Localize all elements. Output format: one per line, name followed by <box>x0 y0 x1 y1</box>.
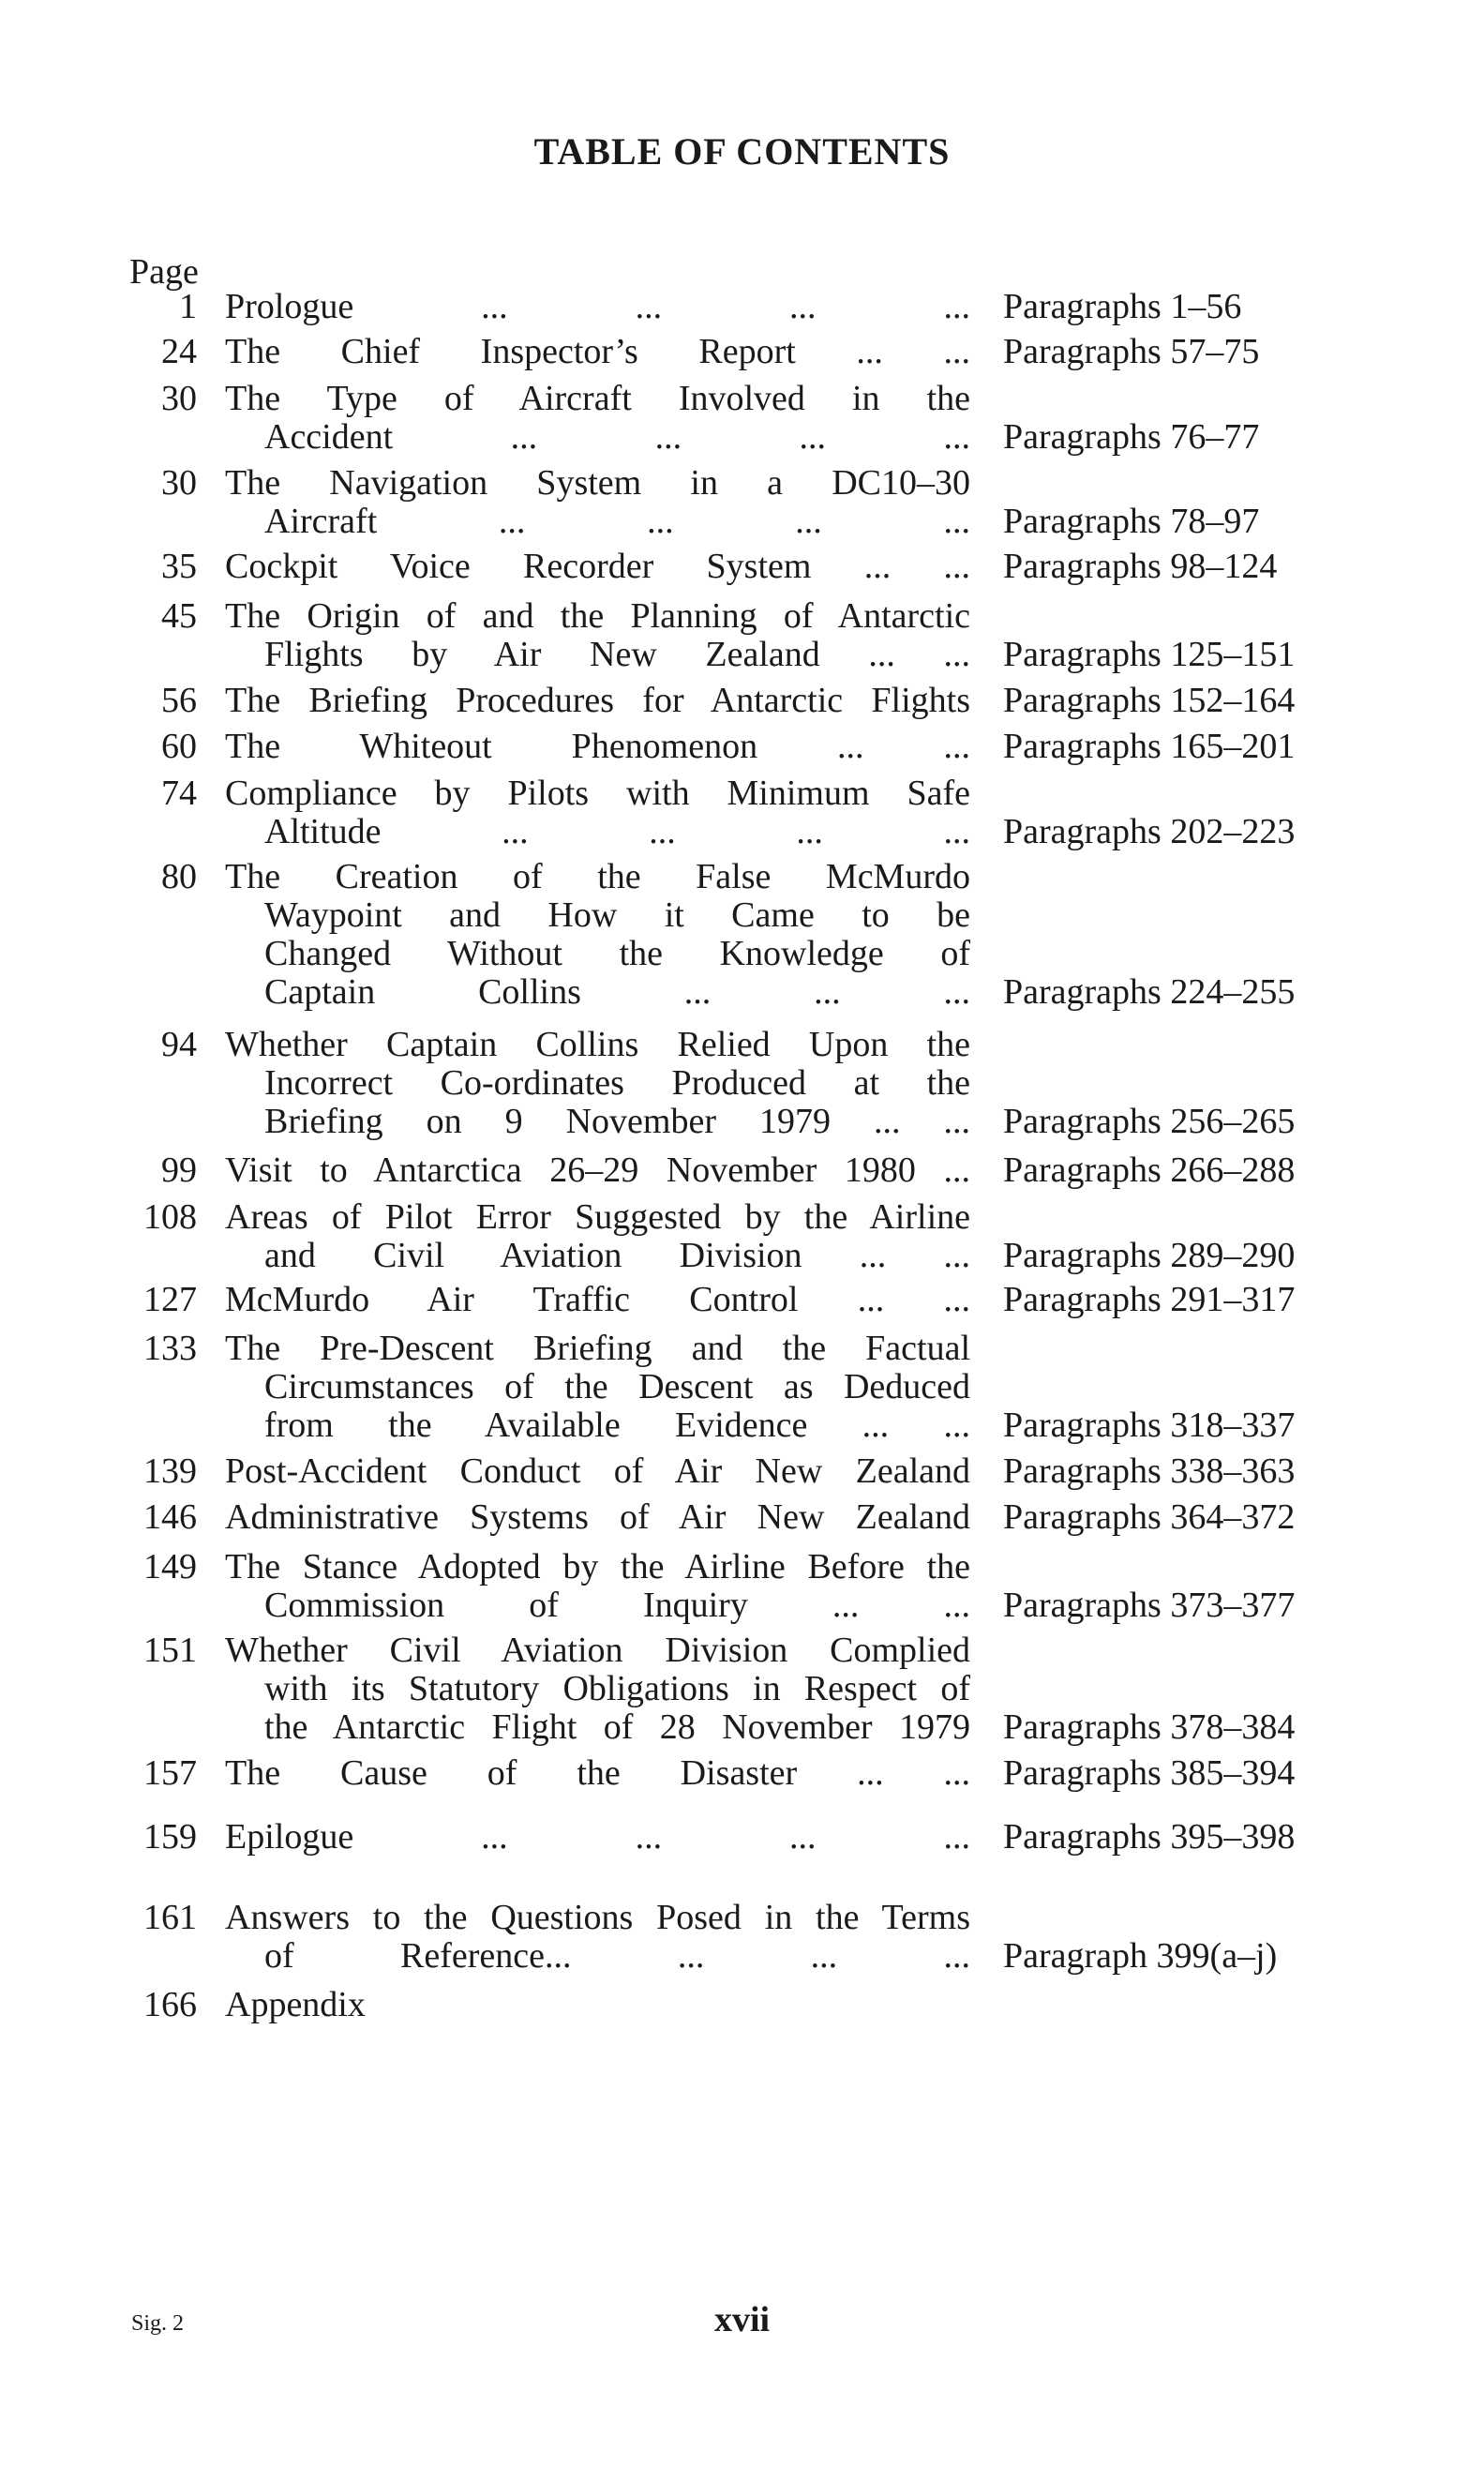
toc-entry-title <box>225 774 970 851</box>
toc-title-line: Circumstances of the Descent as Deduced <box>264 1368 970 1406</box>
toc-page-number: 166 <box>143 1985 197 2024</box>
toc-entry-title <box>225 1026 970 1141</box>
toc-paragraph-range: Paragraphs 78–97 <box>1003 502 1260 541</box>
toc-title-line: The Briefing Procedures for Antarctic Flights <box>225 682 970 720</box>
toc-paragraph-range: Paragraphs 202–223 <box>1003 812 1296 851</box>
toc-title-line: The Chief Inspector’s Report ... ... <box>225 333 970 371</box>
toc-title-line: The Creation of the False McMurdo <box>225 858 970 896</box>
toc-entry-title <box>225 1330 970 1445</box>
toc-paragraph-range: Paragraph 399(a–j) <box>1003 1936 1278 1976</box>
toc-paragraph-range: Paragraphs 338–363 <box>1003 1451 1296 1491</box>
toc-entry-title <box>225 728 970 766</box>
toc-title-line: Visit to Antarctica 26–29 November 1980 ... <box>225 1151 970 1190</box>
toc-title-line: Whether Civil Aviation Division Complied <box>225 1631 970 1670</box>
toc-paragraph-range: Paragraphs 152–164 <box>1003 681 1296 720</box>
toc-entry-title <box>225 1281 970 1319</box>
toc-page-number: 146 <box>143 1497 197 1537</box>
toc-title-line: from the Available Evidence ... ... <box>264 1406 970 1445</box>
toc-paragraph-range: Paragraphs 266–288 <box>1003 1150 1296 1190</box>
toc-entry-title <box>225 1151 970 1190</box>
toc-entry-title <box>225 464 970 541</box>
toc-paragraph-range: Paragraphs 256–265 <box>1003 1102 1296 1141</box>
toc-page-number: 30 <box>161 463 197 503</box>
toc-paragraph-range: Paragraphs 57–75 <box>1003 332 1260 371</box>
toc-entry-title <box>225 1818 970 1857</box>
toc-paragraph-range: Paragraphs 1–56 <box>1003 287 1242 326</box>
toc-page-number: 151 <box>143 1631 197 1670</box>
toc-title-line: The Origin of and the Planning of Antarctic <box>225 597 970 636</box>
toc-entry-title <box>225 380 970 457</box>
toc-title-line: Accident ... ... ... ... <box>264 418 970 457</box>
toc-page-number: 30 <box>161 379 197 418</box>
toc-title-line: Incorrect Co-ordinates Produced at the <box>264 1064 970 1103</box>
page-folio: xvii <box>713 2300 771 2339</box>
toc-title-line: Compliance by Pilots with Minimum Safe <box>225 774 970 813</box>
toc-title-line: Aircraft ... ... ... ... <box>264 503 970 541</box>
toc-title-line: Post-Accident Conduct of Air New Zealand <box>225 1452 970 1491</box>
toc-title-line: The Cause of the Disaster ... ... <box>225 1754 970 1793</box>
toc-page-number: 99 <box>161 1150 197 1190</box>
toc-page-number: 161 <box>143 1898 197 1937</box>
toc-paragraph-range: Paragraphs 98–124 <box>1003 547 1278 586</box>
toc-page-number: 133 <box>143 1329 197 1368</box>
toc-title-line: Appendix <box>225 1986 366 2024</box>
toc-title-line: and Civil Aviation Division ... ... <box>264 1237 970 1275</box>
toc-entry-title <box>225 1452 970 1491</box>
toc-page-number: 56 <box>161 681 197 720</box>
toc-entry-title <box>225 1548 970 1625</box>
toc-title-line: the Antarctic Flight of 28 November 1979 <box>264 1708 970 1747</box>
toc-entry-title <box>225 1986 970 2024</box>
toc-title-line: The Stance Adopted by the Airline Before the <box>225 1548 970 1586</box>
toc-paragraph-range: Paragraphs 378–384 <box>1003 1707 1296 1747</box>
toc-title-line: Commission of Inquiry ... ... <box>264 1586 970 1625</box>
toc-entry-title <box>225 682 970 720</box>
toc-page-number: 159 <box>143 1817 197 1857</box>
toc-page-number: 1 <box>179 287 197 326</box>
toc-title-line: McMurdo Air Traffic Control ... ... <box>225 1281 970 1319</box>
page-column-label: Page <box>129 252 199 292</box>
toc-title-line: Waypoint and How it Came to be <box>264 896 970 935</box>
toc-title-line: Answers to the Questions Posed in the Terms <box>225 1899 970 1937</box>
toc-paragraph-range: Paragraphs 364–372 <box>1003 1497 1296 1537</box>
toc-title-line: with its Statutory Obligations in Respect of <box>264 1670 970 1708</box>
toc-title-line: The Type of Aircraft Involved in the <box>225 380 970 418</box>
toc-entry-title <box>225 1498 970 1537</box>
toc-page-number: 35 <box>161 547 197 586</box>
page-title: TABLE OF CONTENTS <box>533 130 951 173</box>
toc-paragraph-range: Paragraphs 224–255 <box>1003 972 1296 1012</box>
toc-entry-title <box>225 288 970 326</box>
toc-title-line: The Pre-Descent Briefing and the Factual <box>225 1330 970 1368</box>
toc-entry-title <box>225 1631 970 1747</box>
toc-page-number: 74 <box>161 774 197 813</box>
toc-paragraph-range: Paragraphs 291–317 <box>1003 1280 1296 1319</box>
toc-title-line: Areas of Pilot Error Suggested by the Airline <box>225 1198 970 1237</box>
toc-paragraph-range: Paragraphs 395–398 <box>1003 1817 1296 1857</box>
toc-paragraph-range: Paragraphs 373–377 <box>1003 1586 1296 1625</box>
toc-title-line: Flights by Air New Zealand ... ... <box>264 636 970 674</box>
toc-title-line: The Navigation System in a DC10–30 <box>225 464 970 503</box>
toc-paragraph-range: Paragraphs 165–201 <box>1003 727 1296 766</box>
toc-paragraph-range: Paragraphs 125–151 <box>1003 635 1296 674</box>
toc-title-line: The Whiteout Phenomenon ... ... <box>225 728 970 766</box>
toc-entry-title <box>225 548 970 586</box>
toc-entry-title <box>225 1754 970 1793</box>
toc-title-line: Cockpit Voice Recorder System ... ... <box>225 548 970 586</box>
toc-entry-title <box>225 597 970 674</box>
toc-title-line: Prologue ... ... ... ... <box>225 288 970 326</box>
toc-page-number: 127 <box>143 1280 197 1319</box>
toc-paragraph-range: Paragraphs 289–290 <box>1003 1236 1296 1275</box>
toc-title-line: Whether Captain Collins Relied Upon the <box>225 1026 970 1064</box>
toc-page-number: 60 <box>161 727 197 766</box>
toc-entry-title <box>225 1899 970 1976</box>
toc-title-line: Epilogue ... ... ... ... <box>225 1818 970 1857</box>
toc-title-line: Administrative Systems of Air New Zealand <box>225 1498 970 1537</box>
toc-page-number: 157 <box>143 1753 197 1793</box>
toc-page-number: 80 <box>161 857 197 896</box>
toc-title-line: Captain Collins ... ... ... <box>264 973 970 1012</box>
toc-page-number: 24 <box>161 332 197 371</box>
signature-mark: Sig. 2 <box>131 2311 185 2336</box>
toc-entry-title <box>225 333 970 371</box>
toc-page-number: 139 <box>143 1451 197 1491</box>
toc-title-line: Altitude ... ... ... ... <box>264 813 970 851</box>
toc-paragraph-range: Paragraphs 318–337 <box>1003 1406 1296 1445</box>
toc-paragraph-range: Paragraphs 385–394 <box>1003 1753 1296 1793</box>
toc-entry-title <box>225 858 970 1012</box>
toc-page-number: 149 <box>143 1547 197 1586</box>
toc-entry-title <box>225 1198 970 1275</box>
toc-page-number: 45 <box>161 596 197 636</box>
toc-title-line: Briefing on 9 November 1979 ... ... <box>264 1103 970 1141</box>
toc-page-number: 94 <box>161 1025 197 1064</box>
toc-paragraph-range: Paragraphs 76–77 <box>1003 417 1260 457</box>
toc-title-line: Changed Without the Knowledge of <box>264 935 970 973</box>
toc-page-number: 108 <box>143 1197 197 1237</box>
toc-title-line: of Reference... ... ... ... <box>264 1937 970 1976</box>
